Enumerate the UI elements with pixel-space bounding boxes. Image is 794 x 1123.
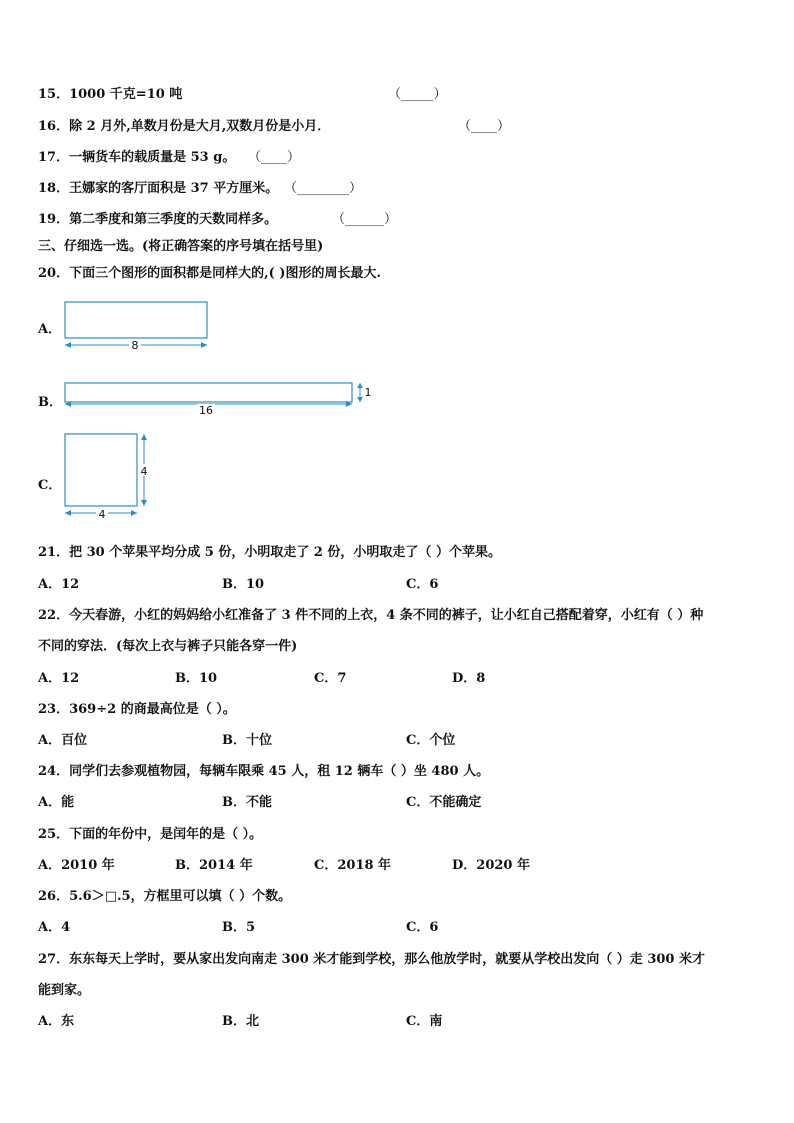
question-16: 16．除 2 月外,单数月份是大月,双数月份是小月． xyxy=(38,119,331,134)
q24-option-c[interactable]: C．不能确定 xyxy=(406,795,482,810)
question-20: 20．下面三个图形的面积都是同样大的,( )图形的周长最大. xyxy=(38,266,381,281)
q21-option-a[interactable]: A．12 xyxy=(38,577,80,592)
question-23: 23．369÷2 的商最高位是（ ）。 xyxy=(38,702,236,717)
q27-option-b[interactable]: B．北 xyxy=(222,1014,259,1029)
question-15: 15．1000 千克=10 吨 xyxy=(38,87,183,102)
figure-a-rectangle xyxy=(60,298,220,354)
question-17: 17．一辆货车的载质量是 53 g。 xyxy=(38,150,236,165)
q26-option-c[interactable]: C．6 xyxy=(406,920,439,935)
q25-option-a[interactable]: A．2010 年 xyxy=(38,858,115,873)
q22-option-d[interactable]: D．8 xyxy=(452,671,486,686)
figure-b-height-label: 1 xyxy=(364,386,372,399)
q23-option-b[interactable]: B．十位 xyxy=(222,733,272,748)
question-18: 18．王娜家的客厅面积是 37 平方厘米。 xyxy=(38,181,279,196)
question-22-line1: 22．今天春游，小红的妈妈给小红准备了 3 件不同的上衣，4 条不同的裤子，让小红自己搭配着穿，小红有（ ）种 xyxy=(38,608,704,623)
q26-option-a[interactable]: A．4 xyxy=(38,920,71,935)
q21-option-c[interactable]: C．6 xyxy=(406,577,439,592)
q22-option-c[interactable]: C．7 xyxy=(314,671,347,686)
q24-option-a[interactable]: A．能 xyxy=(38,795,75,810)
figure-a-width-label: 8 xyxy=(131,339,139,352)
figure-c-width-label: 4 xyxy=(98,508,106,521)
answer-paren-18[interactable]: （________） xyxy=(284,181,363,196)
q22-option-b[interactable]: B．10 xyxy=(175,671,218,686)
answer-paren-19[interactable]: （______） xyxy=(332,212,398,227)
q27-option-a[interactable]: A．东 xyxy=(38,1014,75,1029)
q25-option-d[interactable]: D．2020 年 xyxy=(452,858,530,873)
answer-paren-16[interactable]: （____） xyxy=(458,119,511,134)
question-27-line1: 27．东东每天上学时，要从家出发向南走 300 米才能到学校，那么他放学时，就要从学校出发向（ ）走 300 米才 xyxy=(38,952,705,967)
figure-b-width-label: 16 xyxy=(199,404,213,417)
question-27-line2: 能到家。 xyxy=(38,983,91,998)
figure-a-label: A． xyxy=(38,322,62,337)
q24-option-b[interactable]: B．不能 xyxy=(222,795,272,810)
question-24: 24．同学们去参观植物园，每辆车限乘 45 人，租 12 辆车（ ）坐 480 人。 xyxy=(38,764,490,779)
figure-b-label: B． xyxy=(38,395,62,410)
q21-option-b[interactable]: B．10 xyxy=(222,577,265,592)
q23-option-c[interactable]: C．个位 xyxy=(406,733,456,748)
answer-paren-17[interactable]: （____） xyxy=(248,150,301,165)
figure-c-height-label: 4 xyxy=(140,465,148,478)
section-heading: 三、仔细选一选。(将正确答案的序号填在括号里) xyxy=(38,239,324,254)
question-22-line2: 不同的穿法．(每次上衣与裤子只能各穿一件) xyxy=(38,639,298,654)
figure-b-rectangle xyxy=(60,378,380,418)
q25-option-c[interactable]: C．2018 年 xyxy=(314,858,392,873)
figure-c-square xyxy=(60,430,160,522)
question-25: 25．下面的年份中，是闰年的是（ ）。 xyxy=(38,827,263,842)
question-21: 21．把 30 个苹果平均分成 5 份，小明取走了 2 份，小明取走了（ ）个苹果。 xyxy=(38,545,501,560)
q26-option-b[interactable]: B．5 xyxy=(222,920,256,935)
question-19: 19．第二季度和第三季度的天数同样多。 xyxy=(38,212,278,227)
q27-option-c[interactable]: C．南 xyxy=(406,1014,443,1029)
question-26: 26．5.6＞□.5，方框里可以填（ ）个数。 xyxy=(38,889,292,904)
q25-option-b[interactable]: B．2014 年 xyxy=(175,858,253,873)
q22-option-a[interactable]: A．12 xyxy=(38,671,80,686)
q23-option-a[interactable]: A．百位 xyxy=(38,733,88,748)
figure-c-label: C． xyxy=(38,478,62,493)
answer-paren-15[interactable]: （_____） xyxy=(388,87,447,102)
